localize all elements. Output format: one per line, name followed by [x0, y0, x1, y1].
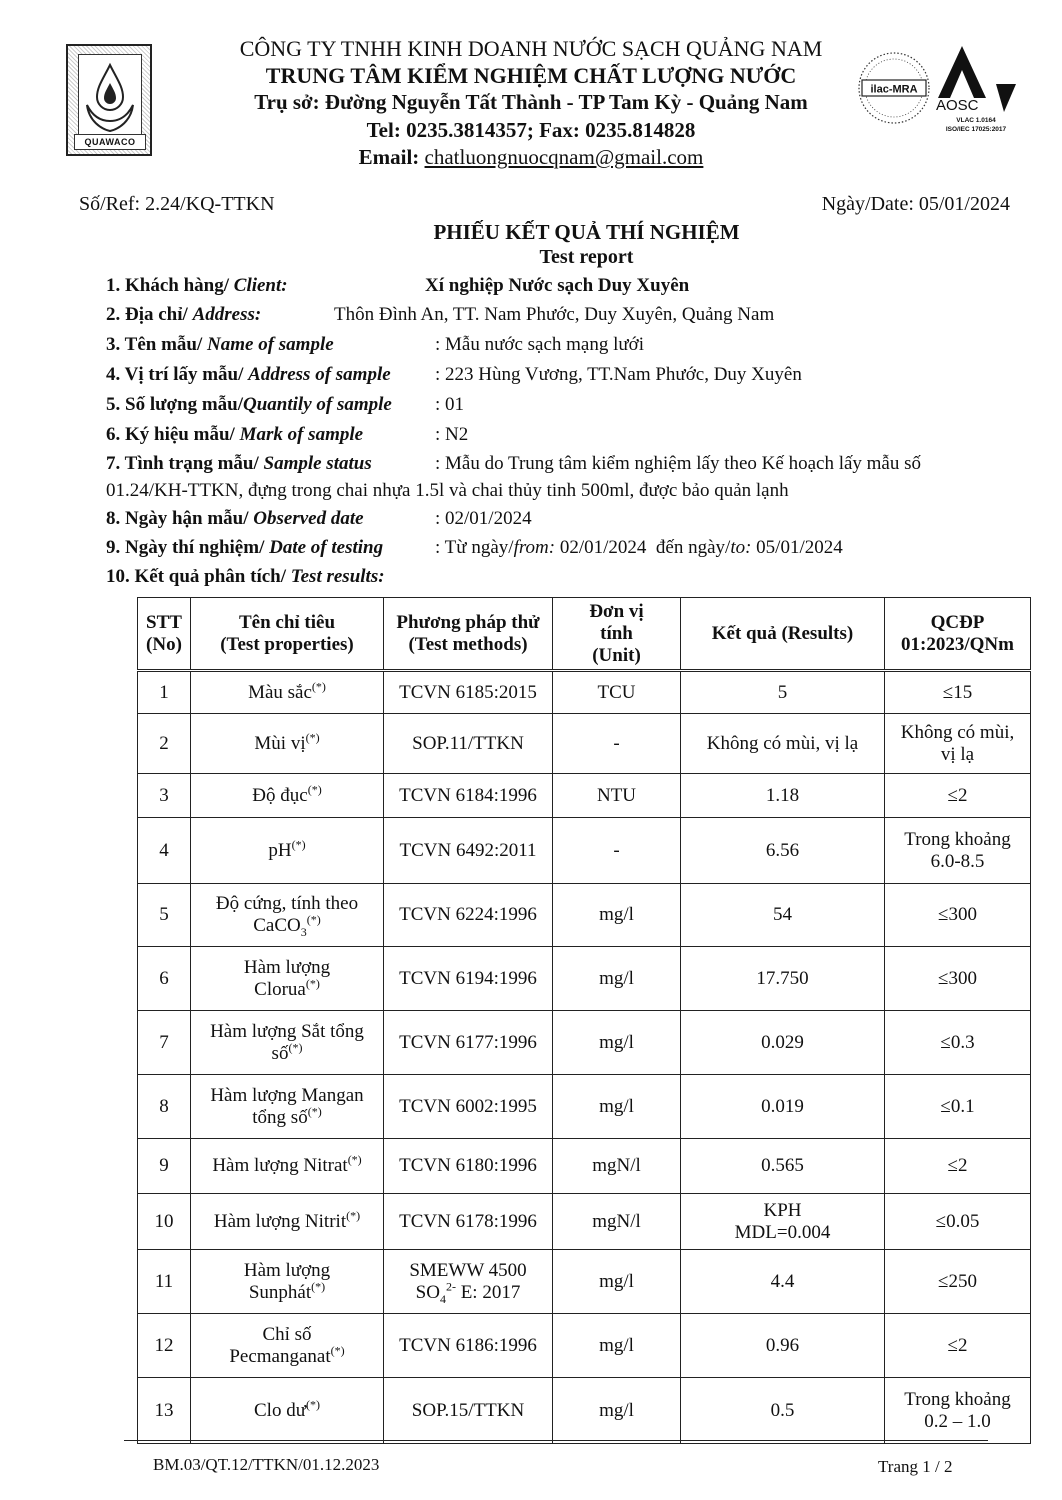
sample-mark-row: [106, 424, 363, 446]
observed-date-label: 8. Ngày hận mẫu/ Observed date: [106, 508, 364, 529]
testing-date-value: : Từ ngày/from: 02/01/2024 đến ngày/to: 05/01/2024: [435, 537, 843, 558]
table-row: 7 Hàm lượng Sắt tổng số(*) TCVN 6177:1996 mg/l 0.029 ≤0.3: [138, 1011, 1031, 1075]
table-row: 5 Độ cứng, tính theo CaCO$_3$(*) TCVN 6224:1996 mg/l 54 ≤300: [138, 884, 1031, 947]
sample-location-row: [106, 364, 391, 386]
test-results-heading: 10. Kết quả phân tích/ Test results:: [106, 566, 385, 587]
table-row: 1 Màu sắc(*) TCVN 6185:2015 TCU 5 ≤15: [138, 671, 1031, 714]
sample-status-row: [106, 453, 372, 475]
report-subtitle: Test report: [539, 246, 634, 268]
client-value: Xí nghiệp Nước sạch Duy Xuyên: [425, 275, 690, 296]
form-code: BM.03/QT.12/TTKN/01.12.2023: [153, 1455, 380, 1474]
col-property-header: Tên chỉ tiêu (Test properties): [191, 598, 384, 671]
table-header-row: [138, 598, 1031, 671]
observed-date-row: [106, 508, 364, 530]
aosc-accreditation-mark-icon: [934, 42, 1018, 136]
sample-mark-value: : N2: [435, 424, 469, 445]
report-title: PHIẾU KẾT QUẢ THÍ NGHIỆM: [433, 220, 740, 244]
report-date: Ngày/Date: 05/01/2024: [821, 193, 1010, 215]
table-row: 11 Hàm lượng Sunphát(*) SMEWW 4500 $SO_4^{2-}$ E: 2017 mg/l 4.4 ≤250: [138, 1250, 1031, 1314]
sample-status-value-cont: 01.24/KH-TTKN, đựng trong chai nhựa 1.5l và chai thủy tinh 500ml, được bảo quản lạnh: [106, 480, 789, 501]
col-standard-header: QCĐP 01:2023/QNm: [885, 598, 1031, 671]
email-label: Email:: [358, 145, 420, 169]
table-row: 8 Hàm lượng Mangan tổng số(*) TCVN 6002:1995 mg/l 0.019 ≤0.1: [138, 1075, 1031, 1139]
reference-number: Số/Ref: 2.24/KQ-TTKN: [79, 193, 275, 215]
observed-date-value: : 02/01/2024: [435, 508, 532, 529]
footer-divider: [124, 1440, 988, 1441]
table-row: 13 Clo dư(*) SOP.15/TTKN mg/l 0.5 Trong khoảng 0.2 – 1.0: [138, 1378, 1031, 1444]
sample-location-label: 4. Vị trí lấy mẫu/ Address of sample: [106, 364, 391, 385]
sample-quantity-value: : 01: [435, 394, 465, 415]
testing-date-label: 9. Ngày thí nghiệm/ Date of testing: [106, 537, 384, 558]
page-number: Trang 1 / 2: [878, 1457, 953, 1476]
aosc-text: AOSC: [936, 97, 979, 114]
table-row: 10 Hàm lượng Nitrit(*) TCVN 6178:1996 mgN/l KPH MDL=0.004 ≤0.05: [138, 1194, 1031, 1250]
iso-standard: ISO/IEC 17025:2017: [945, 126, 1007, 133]
logo-banner: QUAWACO: [74, 134, 146, 150]
sample-location-value: : 223 Hùng Vương, TT.Nam Phước, Duy Xuyên: [435, 364, 802, 385]
table-row: 12 Chỉ số Pecmanganat(*) TCVN 6186:1996 mg/l 0.96 ≤2: [138, 1314, 1031, 1378]
address-value: Thôn Đình An, TT. Nam Phước, Duy Xuyên, Quảng Nam: [334, 304, 775, 325]
col-no-header: STT (No): [138, 598, 191, 671]
ilac-mra-seal-icon: [856, 50, 932, 126]
col-result-header: Kết quả (Results): [681, 598, 885, 671]
table-row: 6 Hàm lượng Clorua(*) TCVN 6194:1996 mg/l 17.750 ≤300: [138, 947, 1031, 1011]
center-name: TRUNG TÂM KIỂM NGHIỆM CHẤT LƯỢNG NƯỚC: [265, 63, 797, 88]
table-row: 9 Hàm lượng Nitrat(*) TCVN 6180:1996 mgN/l 0.565 ≤2: [138, 1139, 1031, 1194]
ilac-text: ilac-MRA: [870, 83, 918, 96]
sample-quantity-label: 5. Số lượng mẫu/Quantily of sample: [106, 394, 392, 415]
col-unit-header: Đơn vị tính (Unit): [553, 598, 681, 671]
address-row: [106, 304, 261, 326]
results-table: [137, 597, 1031, 1444]
sample-quantity-row: [106, 394, 392, 416]
email-link[interactable]: chatluongnuocqnam@gmail.com: [424, 145, 704, 169]
vilas-code: VLAC 1.0164: [956, 117, 996, 124]
table-row: 2 Mùi vị(*) SOP.11/TTKN - Không có mùi, vị lạ Không có mùi, vị lạ: [138, 714, 1031, 774]
head-office-address: Trụ sở: Đường Nguyễn Tất Thành - TP Tam Kỳ - Quảng Nam: [254, 90, 808, 114]
company-name: CÔNG TY TNHH KINH DOANH NƯỚC SẠCH QUẢNG NAM: [239, 36, 823, 61]
sample-mark-label: 6. Ký hiệu mẫu/ Mark of sample: [106, 424, 364, 445]
contact-phone-fax: Tel: 0235.3814357; Fax: 0235.814828: [366, 118, 696, 142]
sample-name-value: : Mẫu nước sạch mạng lưới: [435, 334, 645, 355]
client-row: [106, 275, 288, 297]
address-label: 2. Địa chỉ/ Address:: [106, 304, 262, 325]
sample-name-label: 3. Tên mẫu/ Name of sample: [106, 334, 334, 355]
sample-status-label: 7. Tình trạng mẫu/ Sample status: [106, 453, 372, 474]
client-label: 1. Khách hàng/ Client:: [106, 275, 288, 296]
col-method-header: Phương pháp thử (Test methods): [384, 598, 553, 671]
sample-status-value: : Mẫu do Trung tâm kiểm nghiệm lấy theo Kế hoạch lấy mẫu số: [435, 453, 922, 474]
contact-email: [0, 145, 1062, 170]
sample-name-row: [106, 334, 334, 356]
table-row: 4 pH(*) TCVN 6492:2011 - 6.56 Trong khoảng 6.0-8.5: [138, 818, 1031, 884]
table-row: 3 Độ đục(*) TCVN 6184:1996 NTU 1.18 ≤2: [138, 774, 1031, 818]
testing-date-row: [106, 537, 383, 559]
